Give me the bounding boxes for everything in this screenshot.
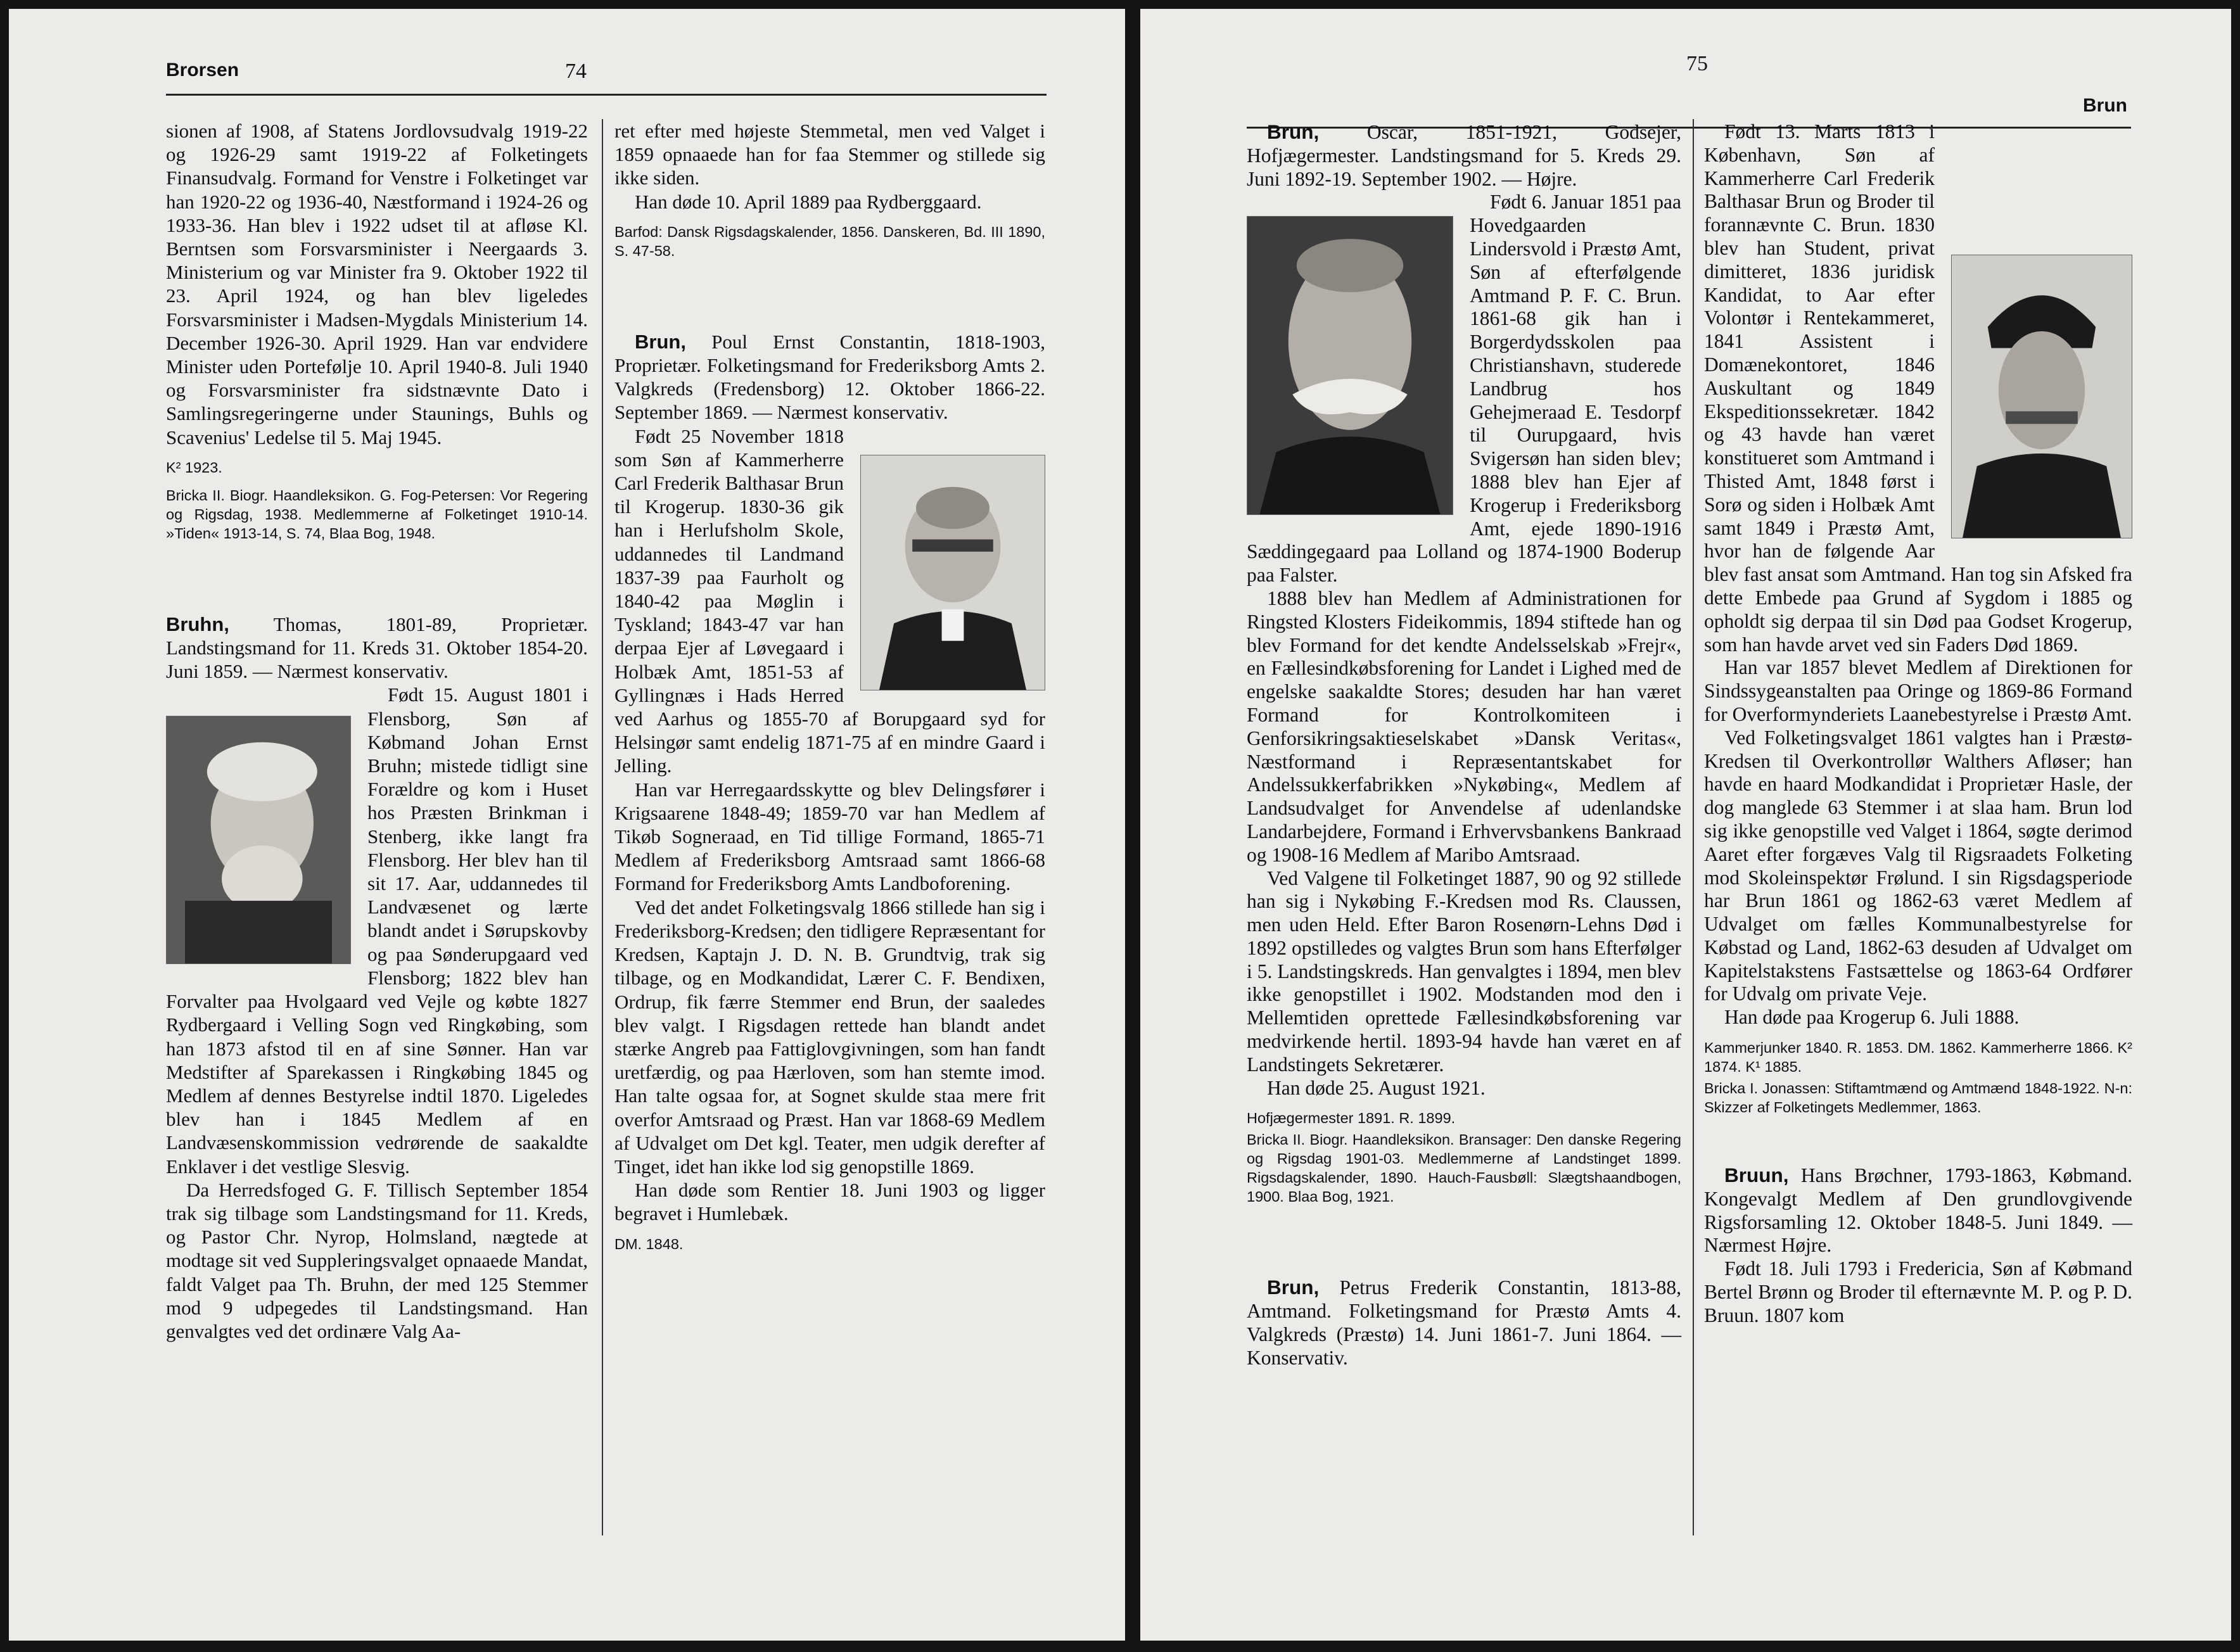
right-column-1 [1247,120,1681,1370]
paragraph: Han døde 10. April 1889 paa Rydberggaard. [635,190,982,213]
page-number-left: 74 [565,60,587,83]
bibliography-note: Bricka I. Jonassen: Stiftamtmænd og Amtmænd 1848-1922. N-n: Skizzer af Folketingets Medlemmer, 1863. [1704,1080,2132,1116]
paragraph: Han døde som Rentier 18. Juni 1903 og ligger begravet i Humlebæk. [614,1179,1045,1225]
portrait-poul-brun-photo [860,455,1045,690]
paragraph: Han var 1857 blevet Medlem af Direktionen for Sindssygeanstalten paa Oringe og 1869-86 Formand for Overformynderiets Laanebestyrelse i Præstø Amt. [1704,656,2132,725]
header-rule [166,94,1047,96]
paragraph: Født 6. Januar 1851 paa Hovedgaarden Lindersvold i Præstø Amt, Søn af efterfølgende Amtmand P. F. C. Brun. 1861-68 gik han i Borgerdydsskolen paa Christianshavn, studerede Landbrug hos Gehejmeraad E. Tesdorpf til Ourupgaard, hvis Svigersøn han siden blev; 1888 blev han Ejer af Krogerup i Frederiksborg Amt, ejede 1890-1916 Sæddingegaard paa Lolland og 1874-1900 Boderup paa Falster. [1247,191,1681,587]
honours-note: Kammerjunker 1840. R. 1853. DM. 1862. Kammerherre 1866. K² 1874. K¹ 1885. [1704,1039,2132,1076]
paragraph: Født 15. August 1801 i Flensborg, Søn af Købmand Johan Ernst Bruhn; mistede tidligt sine Forældre og kom i Huset hos Præsten Brinkman i Stenberg, ikke langt fra Flensborg. Her blev han til sit 17. Aar, uddannedes til Landvæsenet og lærte blandt andet i Sørupskovby og paa Sønderupgaard ved Flensborg; 1822 blev han Forvalter paa Hvolgaard ved Vejle og købte 1827 Rydbergaard i Velling Sogn ved Ringkøbing, som han 1873 afstod til en af sine Sønner. Han var Medstifter af Sparekassen i Ringkøbing 1845 og Medlem af dennes Bestyrelse indtil 1870. Ligeledes blev han i 1845 Medlem af en Landvæsenskommission vedrørende de saakaldte Enklaver i det vestlige Slesvig. [166,683,588,1178]
portrait-bruhn-photo [166,716,351,964]
bibliography-note: Bricka II. Biogr. Haandleksikon. Bransager: Den danske Regering og Rigsdag 1901-03. Medlemmerne af Landstinget 1899. Rigsdagskalender, 1890. Hauch-Fausbøll: Slægtshaandbogen, 1900. Blaa Bog, 1921. [1247,1131,1681,1205]
paragraph: 1888 blev han Medlem af Administrationen for Ringsted Klosters Fideikommis, 1894 stiftede han og blev Formand for det kendte Andelsselskab »Frejr«, en Fællesindkøbsforening for Landet i Lighed med de engelske saakaldte Stores; desuden har han været Formand for Kontrolkomiteen i Genforsikringsaktieselskabet »Dansk Veritas«, Næstformand i Repræsentantskabet for Andelssukkerfabrikken »Nykøbing«, Medlem af Landsudvalget for Anvendelse af udenlandske Landarbejdere, Formand i Erhvervsbankens Bankraad og 1908-16 Medlem af Maribo Amtsraad. [1247,587,1681,866]
entry-details: Hans Brøchner, 1793-1863, Købmand. Kongevalgt Medlem af Den grundlovgivende Rigsforsamling 12. Oktober 1848-5. Juni 1849. — Nærmest Højre. [1704,1164,2132,1257]
entry-name: Bruhn, [166,613,229,635]
right-page [1140,9,2231,1641]
paragraph: Født 25 November 1818 som Søn af Kammerherre Carl Frederik Balthasar Brun til Krogerup. 1830-36 gik han i Herlufsholm Skole, uddannedes til Landmand 1837-39 paa Faurholt og 1840-42 paa Møglin i Tyskland; 1843-47 var han derpaa Ejer af Løvegaard i Holbæk Amt, 1851-53 af Gyllingnæs i Hads Herred ved Aarhus og 1855-70 af Borupgaard syd for Helsingør samt endelig 1871-75 af en mindre Gaard i Jelling. [614,424,1045,777]
page-number-right: 75 [1686,52,1708,75]
bibliography-note: Bricka II. Biogr. Haandleksikon. G. Fog-Petersen: Vor Regering og Rigsdag, 1938. Medlemmerne af Folketinget 1910-14. »Tiden« 1913-14, S. 74, Blaa Bog, 1948. [166,486,588,542]
portrait-image [167,716,350,963]
running-head-right: Brun [2083,95,2127,116]
paragraph: Født 18. Juli 1793 i Fredericia, Søn af Købmand Bertel Brønn og Broder til efternævnte M. P. og P. D. Bruun. 1807 kom [1704,1257,2132,1326]
entry-heading-bruhn [166,613,588,683]
entry-heading-hans-bruun [1704,1164,2132,1257]
paragraph: Ved Valgene til Folketinget 1887, 90 og 92 stillede han sig i Nykøbing F.-Kredsen mod Rs. Claussen, men uden Held. Efter Baron Rosenørn-Lehns Død i 1892 opstilledes og valgtes Brun som hans Efterfølger i 5. Landstingskreds. Han genvalgtes i 1894, men blev ikke genopstillet i 1902. Modstanden mod den i Mellemtiden oprettede Fællesindkøbsforening var medvirkende hertil. 1893-94 havde han været en af Landstingets Sekretærer. [1247,867,1681,1076]
entry-details: Oscar, 1851-1921, Godsejer, Hofjægermester. Landstingsmand for 5. Kreds 29. Juni 1892-19. September 1902. — Højre. [1247,121,1681,190]
paragraph: ret efter med højeste Stemmetal, men ved Valget i 1859 opnaaede han for faa Stemmer og stillede sig ikke siden. [614,120,1045,189]
paragraph: Han døde paa Krogerup 6. Juli 1888. [1724,1006,2020,1029]
entry-details: Petrus Frederik Constantin, 1813-88, Amtmand. Folketingsmand for Præstø Amts 4. Valgkreds (Præstø) 14. Juni 1861-7. Juni 1864. — Konservativ. [1247,1276,1681,1369]
left-page [9,9,1125,1641]
column-divider [602,119,603,1535]
honours-note: DM. 1848. [614,1235,684,1252]
portrait-image [1247,217,1453,514]
honours-note: K² 1923. [166,459,222,476]
honours-note: Hofjægermester 1891. R. 1899. [1247,1110,1456,1127]
portrait-oscar-brun-photo [1247,216,1453,515]
entry-name: Brun, [635,330,686,353]
left-column-2 [614,119,1045,1254]
entry-name: Brun, [1267,120,1320,143]
column-divider [1693,119,1694,1535]
entry-heading-poul-brun [614,330,1045,424]
paragraph: Ved det andet Folketingsvalg 1866 stillede han sig i Frederiksborg-Kredsen; den tidligere Repræsentant for Kredsen, Kaptajn J. D. N. B. Grundtvig, trak sig tilbage, og en Modkandidat, Lærer C. F. Bendixen, Ordrup, fik færre Stemmer end Brun, der saaledes blev valgt. I Rigsdagen rettede han blandt andet stærke Angreb paa Fattiglovgivningen, som han fandt uretfærdig, og paa Hærloven, som han stemte imod. Han talte ogsaa for, at Sognet skulde staa mere frit overfor Amtsraad og Præst. Han var 1868-69 Medlem af Udvalget om Det kgl. Teater, men udgik derefter af Tinget, idet han ikke lod sig genopstille 1869. [614,896,1045,1178]
portrait-image [1952,255,2132,538]
portrait-petrus-brun-photo [1951,255,2132,538]
paragraph: Da Herredsfoged G. F. Tillisch September 1854 trak sig tilbage som Landstingsmand for 11. Kreds, og Pastor Chr. Nyrop, Holmsland, nægtede at modtage sit ved Suppleringsvalget opnaaede Mandat, faldt Valget paa Th. Bruhn, der med 125 Stemmer mod 9 udpegedes til Landstingsmand. Han genvalgtes ved det ordinære Valg Aa- [166,1178,588,1342]
bibliography-note: Barfod: Dansk Rigsdagskalender, 1856. Danskeren, Bd. III 1890, S. 47-58. [614,223,1045,259]
running-head-left: Brorsen [166,60,239,80]
left-column-1 [166,119,588,1343]
portrait-image [861,455,1045,690]
entry-heading-petrus-brun [1247,1276,1681,1369]
entry-details: Thomas, 1801-89, Proprietær. Landstingsmand for 11. Kreds 31. Oktober 1854-20. Juni 1859. — Nærmest konservativ. [166,613,588,683]
entry-details: Poul Ernst Constantin, 1818-1903, Proprietær. Folketingsmand for Frederiksborg Amts 2. Valgkreds (Fredensborg) 12. Oktober 1866-22. September 1869. — Nærmest konservativ. [614,330,1045,424]
paragraph: sionen af 1908, af Statens Jordlovsudvalg 1919-22 og 1926-29 samt 1919-22 af Folketingets Finansudvalg. Formand for Venstre i Folketinget var han 1920-22 og 1936-40, Næstformand i 1924-26 og 1933-36. Han blev i 1922 udset til at afløse Kl. Berntsen som Forsvarsminister i Neergaards 3. Ministerium og var Minister fra 9. Oktober 1922 til 23. April 1924, og han blev ligeledes Forsvarsminister i Madsen-Mygdals Ministerium 14. December 1926-30. April 1929. Han var endvidere Minister uden Portefølje 10. April 1940-8. Juli 1940 og Forsvarsminister fra sidstnævnte Dato i Samlingsregeringerne under Staunings, Buhls og Scavenius' Ledelse til 5. Maj 1945. [166,120,588,448]
paragraph: Født 13. Marts 1813 i København, Søn af Kammerherre Carl Frederik Balthasar Brun og Broder til forannævnte C. Brun. 1830 blev han Student, privat dimitteret, 1836 juridisk Kandidat, to Aar efter Volontør i Rentekammeret, 1841 Assistent i Domænekontoret, 1846 Auskultant og 1849 Ekspeditionssekretær. 1842 og 43 havde han været konstitueret som Amtmand i Thisted Amt, 1848 først i Sorø og siden i Holbæk Amt samt 1849 i Præstø Amt, hvor han de følgende Aar blev fast ansat som Amtmand. Han tog sin Afsked fra dette Embede paa Grund af Sygdom i 1885 og opholdt sig derpaa til sin Død paa Godset Krogerup, som han havde arvet ved sin Faders Død 1869. [1704,120,2132,656]
entry-name: Bruun, [1724,1164,1789,1187]
paragraph: Han var Herregaardsskytte og blev Delingsfører i Krigsaarene 1848-49; 1859-70 var han Medlem af Tikøb Sogneraad, en Tid tillige Formand, 1865-71 Medlem af Frederiksborg Amtsraad samt 1866-68 Formand for Frederiksborg Amts Landboforening. [614,778,1045,895]
entry-name: Brun, [1267,1276,1320,1299]
paragraph: Ved Folketingsvalget 1861 valgtes han i Præstø-Kredsen til Overkontrollør Walthers Afløser; han havde en haard Modkandidat i Proprietær Hasle, der dog manglede 63 Stemmer i at slaa ham. Brun lod sig ikke genopstille ved Valget i 1864, søgte derimod Aaret efter forgæves Valg til Rigsraadets Folketing mod Skoleinspektør Frølund. I sin Rigsdagsperiode har Brun 1861 og 1862-63 været Medlem af Udvalget om fælles Kommunalbestyrelse for Købstad og Land, 1862-63 desuden af Udvalget om Kapitelstakstens Fastsættelse og 1863-64 Ordfører for Udvalg om private Veje. [1704,726,2132,1005]
paragraph: Han døde 25. August 1921. [1267,1076,1486,1099]
right-column-2 [1704,120,2132,1328]
entry-heading-oscar-brun [1247,120,1681,191]
